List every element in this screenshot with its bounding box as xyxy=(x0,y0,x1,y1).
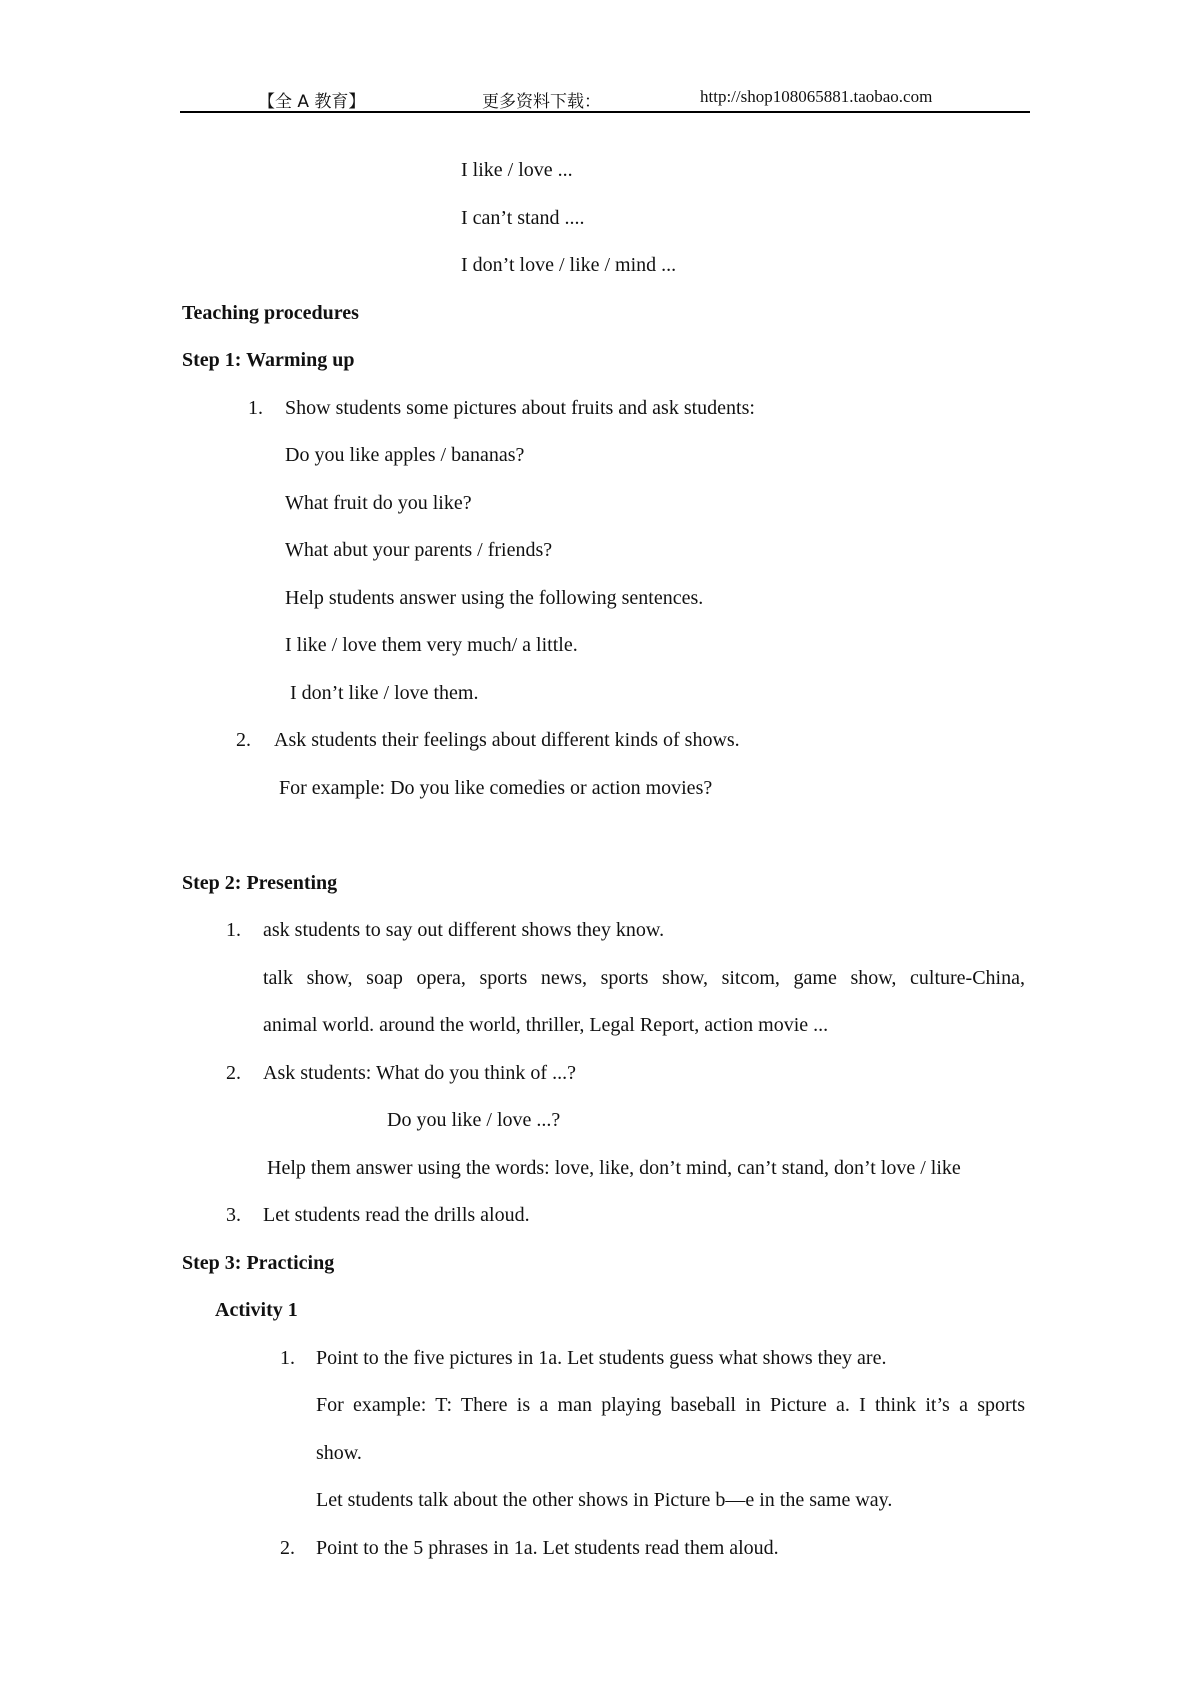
step1-title: Step 1: Warming up xyxy=(182,349,355,371)
step2-help-text: Help them answer using the words: love, like, don’t mind, can’t stand, don’t love / like xyxy=(267,1157,961,1179)
step1-item1-text: Show students some pictures about fruits and ask students: xyxy=(285,397,755,419)
activity-1-title: Activity 1 xyxy=(215,1299,298,1321)
step1-item2-number: 2. xyxy=(236,729,251,751)
step3-item1-text: Point to the five pictures in 1a. Let students guess what shows they are. xyxy=(316,1347,887,1369)
step2-item1-shows-line-2: animal world. around the world, thriller, Legal Report, action movie ... xyxy=(263,1014,829,1036)
header-brand: 【全 A 教育】 xyxy=(258,92,366,112)
step2-item2-sub: Do you like / love ...? xyxy=(387,1109,561,1131)
step3-item2-number: 2. xyxy=(280,1537,295,1559)
step2-item1-shows-line-1: talk show, soap opera, sports news, sports show, sitcom, game show, culture-China, xyxy=(263,967,1025,989)
step2-item1-text: ask students to say out different shows they know. xyxy=(263,919,665,941)
step1-item1-line-1: Do you like apples / bananas? xyxy=(285,444,525,466)
step3-item1-example-line-2: show. xyxy=(316,1442,362,1464)
step1-item2-example: For example: Do you like comedies or action movies? xyxy=(279,777,713,799)
step2-item3-number: 3. xyxy=(226,1204,241,1226)
section-title: Teaching procedures xyxy=(182,302,359,324)
step2-item1-number: 1. xyxy=(226,919,241,941)
step1-item1-line-3: What abut your parents / friends? xyxy=(285,539,553,561)
step2-item2-text: Ask students: What do you think of ...? xyxy=(263,1062,576,1084)
step3-item1-extra: Let students talk about the other shows in Picture b—e in the same way. xyxy=(316,1489,893,1511)
step3-item1-number: 1. xyxy=(280,1347,295,1369)
step3-item1-example-line-1: For example: T: There is a man playing baseball in Picture a. I think it’s a sports xyxy=(316,1394,1025,1416)
step1-item2-text: Ask students their feelings about different kinds of shows. xyxy=(274,729,740,751)
header-rule xyxy=(180,111,1030,113)
step1-item1-line-4: Help students answer using the following sentences. xyxy=(285,587,704,609)
step2-item2-number: 2. xyxy=(226,1062,241,1084)
header-url: http://shop108065881.taobao.com xyxy=(700,87,933,106)
step2-title: Step 2: Presenting xyxy=(182,872,338,894)
step1-item1-line-2: What fruit do you like? xyxy=(285,492,472,514)
intro-line-3: I don’t love / like / mind ... xyxy=(461,254,677,276)
step1-item1-number: 1. xyxy=(248,397,263,419)
intro-line-2: I can’t stand .... xyxy=(461,207,585,229)
step3-item2-text: Point to the 5 phrases in 1a. Let students read them aloud. xyxy=(316,1537,779,1559)
header-download-label: 更多资料下载： xyxy=(482,92,601,112)
step1-item1-line-5: I like / love them very much/ a little. xyxy=(285,634,578,656)
step2-item3-text: Let students read the drills aloud. xyxy=(263,1204,530,1226)
step1-item1-line-6: I don’t like / love them. xyxy=(285,682,479,704)
intro-line-1: I like / love ... xyxy=(461,159,573,181)
step3-title: Step 3: Practicing xyxy=(182,1252,335,1274)
